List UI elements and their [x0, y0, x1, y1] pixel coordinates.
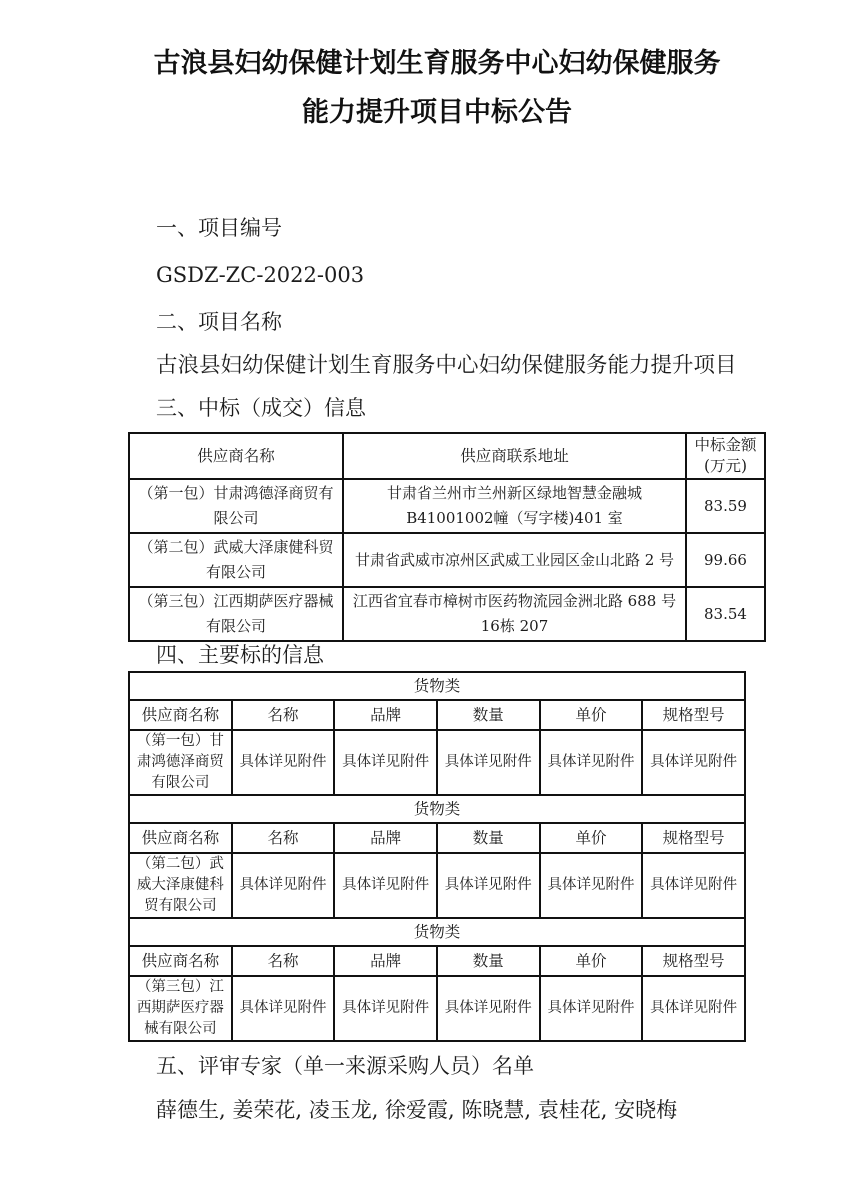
document-body — [128, 205, 746, 430]
col-header-address: 供应商联系地址 — [343, 433, 686, 479]
col-header-name: 名称 — [232, 946, 335, 976]
detail-cell: 具体详见附件 — [334, 976, 437, 1041]
table-header-row — [129, 823, 745, 853]
announcement-document — [128, 0, 757, 1126]
col-header-quantity: 数量 — [437, 823, 540, 853]
document-title-line2: 能力提升项目中标公告 — [302, 97, 572, 128]
col-header-brand: 品牌 — [334, 823, 437, 853]
award-info-table — [128, 432, 766, 642]
section-2-heading: 二、项目名称 — [156, 310, 282, 334]
award-amount: 83.59 — [686, 479, 765, 533]
detail-cell: 具体详见附件 — [540, 976, 643, 1041]
table-row — [129, 730, 745, 795]
table-row — [129, 853, 745, 918]
detail-cell: 具体详见附件 — [642, 976, 745, 1041]
supplier-address: 江西省宜春市樟树市医药物流园金洲北路 688 号 16栋 207 — [343, 587, 686, 641]
category-row — [129, 918, 745, 946]
col-header-supplier: 供应商名称 — [129, 823, 232, 853]
supplier-name: （第一包）甘肃鸿德泽商贸有限公司 — [129, 479, 343, 533]
col-header-amount — [686, 433, 765, 479]
document-title-line1: 古浪县妇幼保健计划生育服务中心妇幼保健服务 — [153, 48, 721, 79]
col-header-supplier: 供应商名称 — [129, 433, 343, 479]
expert-names: 薛德生, 姜荣花, 凌玉龙, 徐爱霞, 陈晓慧, 袁桂花, 安晓梅 — [156, 1098, 678, 1122]
section-4-heading: 四、主要标的信息 — [156, 643, 324, 667]
col-header-name: 名称 — [232, 700, 335, 730]
detail-cell: 具体详见附件 — [540, 730, 643, 795]
section-3-heading: 三、中标（成交）信息 — [156, 396, 366, 420]
col-header-supplier: 供应商名称 — [129, 700, 232, 730]
category-label: 货物类 — [129, 672, 745, 700]
col-header-spec: 规格型号 — [642, 700, 745, 730]
supplier-name: （第一包）甘肃鸿德泽商贸有限公司 — [129, 730, 232, 795]
detail-cell: 具体详见附件 — [540, 853, 643, 918]
detail-cell: 具体详见附件 — [232, 853, 335, 918]
col-header-supplier: 供应商名称 — [129, 946, 232, 976]
supplier-name: （第二包）武威大泽康健科贸有限公司 — [129, 533, 343, 587]
table-row — [129, 976, 745, 1041]
category-label: 货物类 — [129, 918, 745, 946]
detail-cell: 具体详见附件 — [334, 853, 437, 918]
col-header-spec: 规格型号 — [642, 823, 745, 853]
section-1-heading: 一、项目编号 — [156, 216, 282, 240]
project-number: GSDZ-ZC-2022-003 — [156, 263, 365, 287]
table-header-row — [129, 946, 745, 976]
detail-cell: 具体详见附件 — [642, 853, 745, 918]
detail-cell: 具体详见附件 — [437, 976, 540, 1041]
award-amount: 83.54 — [686, 587, 765, 641]
subject-info-table — [128, 671, 746, 1042]
supplier-name: （第二包）武威大泽康健科贸有限公司 — [129, 853, 232, 918]
project-name: 古浪县妇幼保健计划生育服务中心妇幼保健服务能力提升项目 — [156, 353, 737, 378]
col-header-quantity: 数量 — [437, 946, 540, 976]
category-label: 货物类 — [129, 795, 745, 823]
col-header-quantity: 数量 — [437, 700, 540, 730]
amount-header-line2: (万元) — [703, 457, 748, 475]
category-row — [129, 672, 745, 700]
table-header-row — [129, 433, 765, 479]
col-header-unit-price: 单价 — [540, 700, 643, 730]
amount-header-line1: 中标金额 — [694, 436, 757, 454]
table-row — [129, 587, 765, 641]
col-header-unit-price: 单价 — [540, 946, 643, 976]
col-header-unit-price: 单价 — [540, 823, 643, 853]
detail-cell: 具体详见附件 — [437, 730, 540, 795]
col-header-name: 名称 — [232, 823, 335, 853]
detail-cell: 具体详见附件 — [642, 730, 745, 795]
table-row — [129, 479, 765, 533]
table-header-row — [129, 700, 745, 730]
col-header-spec: 规格型号 — [642, 946, 745, 976]
supplier-address: 甘肃省兰州市兰州新区绿地智慧金融城 B41001002幢（写字楼)401 室 — [343, 479, 686, 533]
detail-cell: 具体详见附件 — [232, 976, 335, 1041]
supplier-name: （第三包）江西期萨医疗器械有限公司 — [129, 976, 232, 1041]
col-header-brand: 品牌 — [334, 700, 437, 730]
detail-cell: 具体详见附件 — [437, 853, 540, 918]
supplier-address: 甘肃省武威市凉州区武威工业园区金山北路 2 号 — [343, 533, 686, 587]
detail-cell: 具体详见附件 — [232, 730, 335, 795]
section-5-heading: 五、评审专家（单一来源采购人员）名单 — [156, 1054, 534, 1078]
table-row — [129, 533, 765, 587]
supplier-name: （第三包）江西期萨医疗器械有限公司 — [129, 587, 343, 641]
col-header-brand: 品牌 — [334, 946, 437, 976]
award-amount: 99.66 — [686, 533, 765, 587]
category-row — [129, 795, 745, 823]
detail-cell: 具体详见附件 — [334, 730, 437, 795]
